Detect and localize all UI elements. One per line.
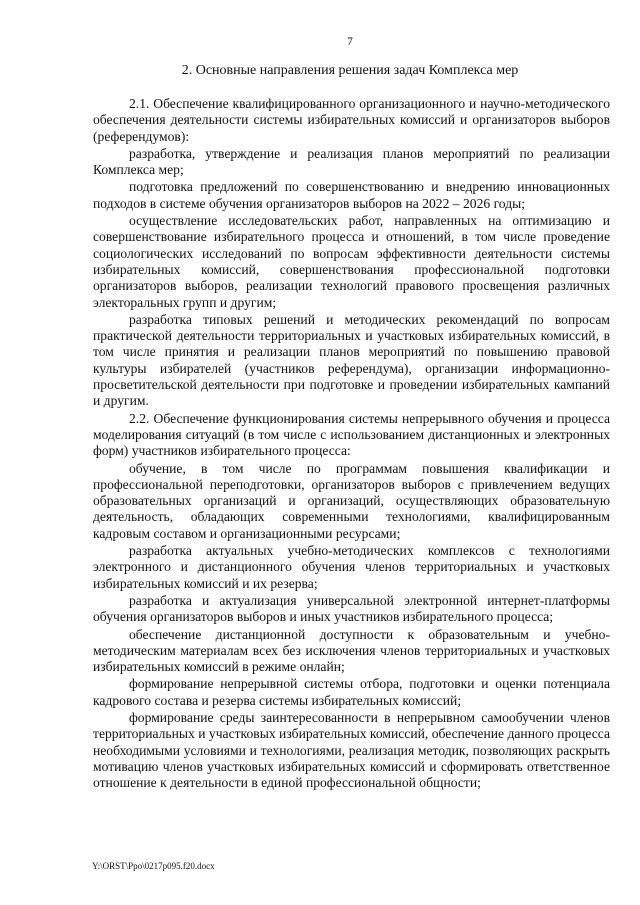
section-heading: 2. Основные направления решения задач Комплекса мер [181, 63, 519, 78]
paragraph-item: разработка, утверждение и реализация планов мероприятий по реализации Комплекса мер; [93, 145, 610, 178]
page-number: 7 [347, 36, 353, 48]
document-body [93, 96, 610, 792]
paragraph-item: формирование среды заинтересованности в непрерывном самообучении членов территориальных и участковых избирательных комиссий, обеспечение данного процесса необходимыми условиями и технологиями, реализация методик, позволяющих раскрыть мотивацию членов участковых избирательных комиссий и сформировать ответственное отношение к деятельности в единой профессиональной общности; [93, 709, 610, 791]
paragraph-2-2: 2.2. Обеспечение функционирования системы непрерывного обучения и процесса моделирования ситуаций (в том числе с использованием дистанционных и электронных форм) участников избирательного процесса: [93, 410, 610, 459]
paragraph-item: обеспечение дистанционной доступности к образовательным и учебно-методическим материалам всех без исключения членов территориальных и участковых избирательных комиссий в режиме онлайн; [93, 626, 610, 675]
paragraph-2-1: 2.1. Обеспечение квалифицированного организационного и научно-методического обеспечения деятельности системы избирательных комиссий и организаторов выборов (референдумов): [93, 96, 610, 144]
paragraph-item: обучение, в том числе по программам повышения квалификации и профессиональной переподготовки, организаторов выборов с привлечением ведущих образовательных организаций и организаций, осуществляющих образовательную деятельность, обладающих современными технологиями, квалифицированным кадровым составом и организационными ресурсами; [93, 460, 610, 541]
paragraph-item: подготовка предложений по совершенствованию и внедрению инновационных подходов в системе обучения организаторов выборов на 2022 – 2026 годы; [93, 179, 610, 211]
paragraph-item: разработка актуальных учебно-методических комплексов с технологиями электронного и дистанционного обучения членов территориальных и участковых избирательных комиссий и их резерва; [93, 543, 610, 591]
paragraph-item: разработка и актуализация универсальной электронной интернет-платформы обучения организаторов выборов и иных участников избирательного процесса; [93, 592, 610, 625]
paragraph-item: разработка типовых решений и методических рекомендаций по вопросам практической деятельности территориальных и участковых избирательных комиссий, в том числе принятия и реализации планов мероприятий по повышению правовой культуры избирателей (участников референдума), организации информационно-просветительской деятельности при подготовке и проведении избирательных кампаний и другим. [93, 311, 610, 409]
paragraph-item: осуществление исследовательских работ, направленных на оптимизацию и совершенствование избирательного процесса и отношений, в том числе проведение социологических исследований по вопросам эффективности деятельности системы избирательных комиссий, совершенствования профессиональной подготовки организаторов выборов, реализации технологий правового просвещения различных электоральных групп и другим; [93, 213, 610, 310]
paragraph-item: формирование непрерывной системы отбора, подготовки и оценки потенциала кадрового состава и резерва системы избирательных комиссий; [93, 676, 610, 708]
file-path-footer: Y:\ORST\Ppo\0217p095.f20.docx [92, 861, 215, 871]
